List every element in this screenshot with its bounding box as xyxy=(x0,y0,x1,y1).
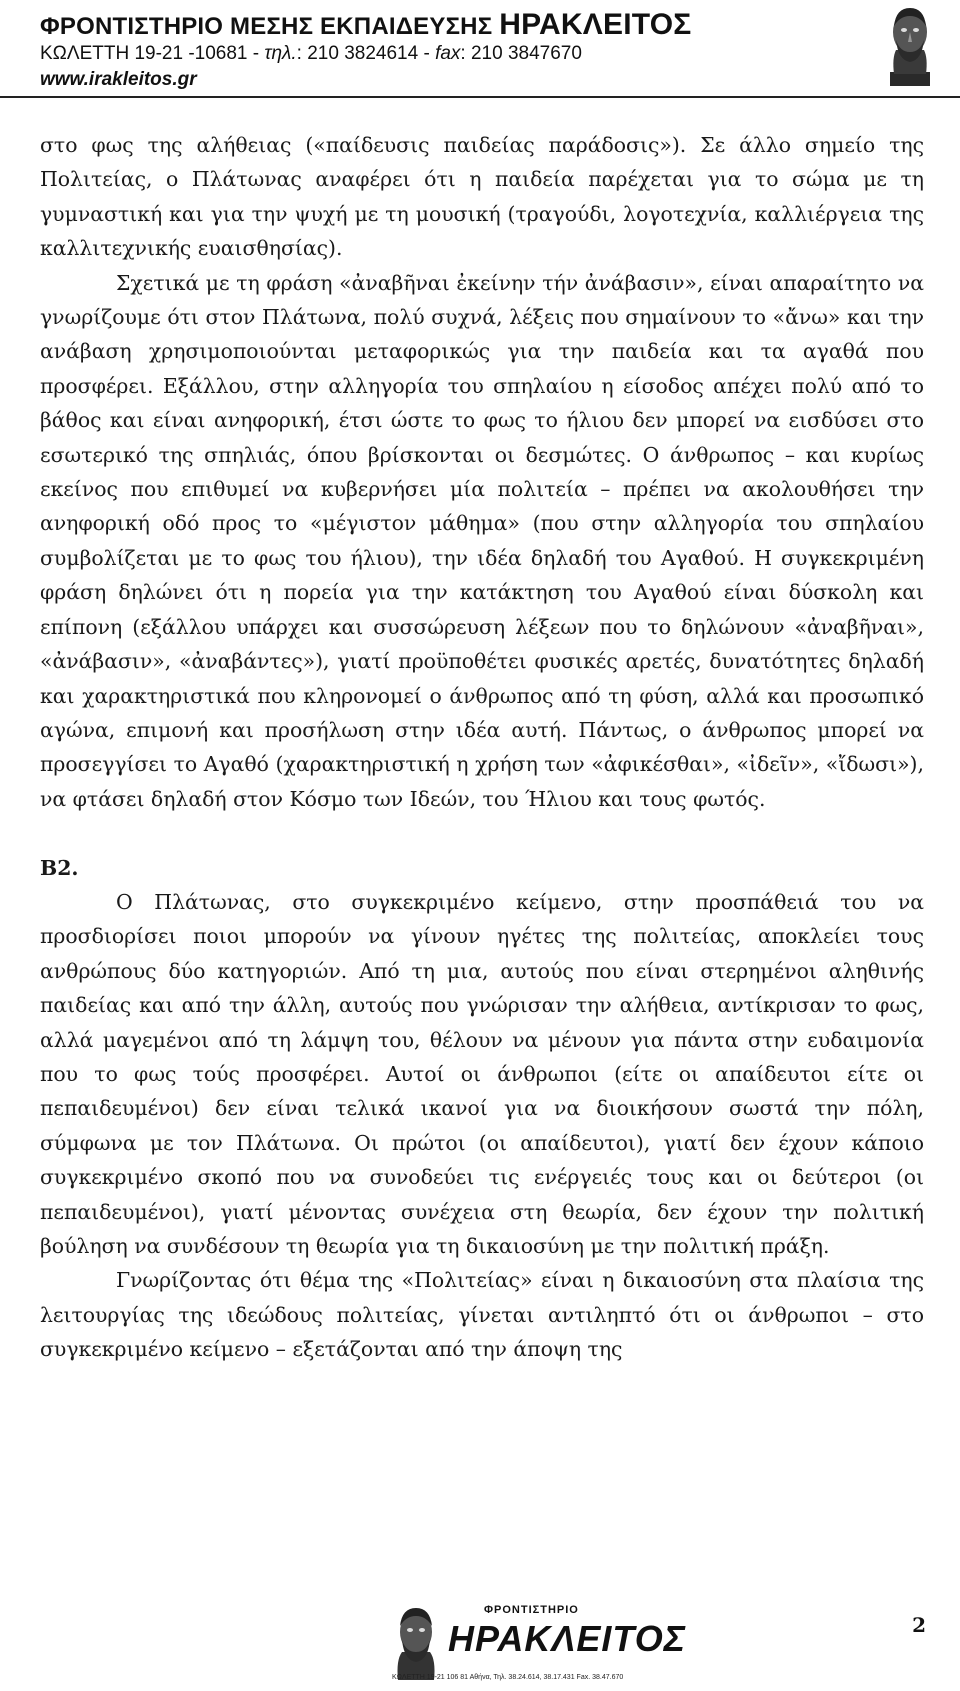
footer-logo xyxy=(388,1602,686,1688)
paragraph-b2-leaders: Ο Πλάτωνας, στο συγκεκριμένο κείμενο, στην προσπάθειά του να προσδιορίσει ποιοι μπορούν να γίνουν ηγέτες της πολιτείας, αποκλείει τους ανθρώπους δύο κατηγοριών. Από τη μια, αυτούς που είναι στερημένοι αληθινής παιδείας και από την άλλη, αυτούς που γνώρισαν την αλήθεια, αντίκρισαν το φως, αλλά μαγεμένοι από τη λάμψη του, θέλουν να μένουν για πάντα στην ευδαιμονία που το φως τούς προσφέρει. Αυτοί οι άνθρωποι (είτε οι απαίδευτοι είτε οι πεπαιδευμένοι) δεν είναι τελικά ικανοί για να διοικήσουν σωστά την πόλη, σύμφωνα με τον Πλάτωνα. Οι πρώτοι (οι απαίδευτοι), γιατί δεν έχουν κάποιο συγκεκριμένο σκοπό που να συνοδεύει τις ενέργειές τους και οι δεύτεροι (οι πεπαιδευμένοι), γιατί μένοντας συνέχεια στη θεωρία, δεν έχουν την πολιτική βούληση να συνδέσουν τη θεωρία για τη δικαιοσύνη με την πολιτική πράξη. xyxy=(40,889,924,1258)
page-header xyxy=(0,0,960,98)
paragraph-anabasis: Σχετικά με τη φράση «ἀναβῆναι ἐκείνην τήν ἀνάβασιν», είναι απαραίτητο να γνωρίζουμε ότι στον Πλάτωνα, πολύ συχνά, λέξεις που σημαίνουν το «ἄνω» και την ανάβαση χρησιμοποιούνται μεταφορικώς για την παιδεία και τα αγαθά που προσφέρει. Εξάλλου, στην αλληγορία του σπηλαίου η είσοδος απέχει πολύ από το βάθος και είναι ανηφορική, έτσι ώστε το φως το ήλιου δεν μπορεί να εισδύσει στο εσωτερικό της σπηλιάς, όπου βρίσκονται οι δεσμώτες. Ο άνθρωπος – και κυρίως εκείνος που επιθυμεί να κυβερνήσει μία πολιτεία – πρέπει να ακολουθήσει την ανηφορική οδό προς το «μέγιστον μάθημα» (που στην αλληγορία του σπηλαίου συμβολίζεται με το φως του ήλιου), την ιδέα δηλαδή του Αγαθού. Η συγκεκριμένη φράση δηλώνει ότι η πορεία για την κατάκτηση του Αγαθού είναι δύσκολη και επίπονη (εξάλλου υπάρχει και συσσώρευση λέξεων που το δηλώνουν «ἀναβῆναι», «ἀνάβασιν», «ἀναβάντες»), γιατί προϋποθέτει φυσικές αρετές, δυνατότητες δηλαδή και χαρακτηριστικά που κληρονομεί ο άνθρωπος από τη φύση, αλλά και προσωπικό αγώνα, επιμονή και προσήλωση στην ιδέα αυτή. Πάντως, ο άνθρωπος μπορεί να προσεγγίσει το Αγαθό (χαρακτηριστική η χρήση των «ἀφικέσθαι», «ἰδεῖν», «ἴδωσι»), να φτάσει δηλαδή στον Κόσμο των Ιδεών, του Ήλιου και τους φωτός. xyxy=(40,270,924,811)
header-title-main: ΦΡΟΝΤΙΣΤΗΡΙΟ ΜΕΣΗΣ ΕΚΠΑΙΔΕΥΣΗΣ xyxy=(40,13,500,40)
header-website[interactable]: www.irakleitos.gr xyxy=(40,69,197,90)
header-tel: : 210 3824614 - xyxy=(296,43,436,64)
header-tel-label: τηλ. xyxy=(264,43,297,64)
header-title-brand: ΗΡΑΚΛΕΙΤΟΣ xyxy=(499,8,692,41)
heraclitus-bust-logo xyxy=(880,2,938,86)
document-body xyxy=(40,128,924,1367)
header-address: ΚΩΛΕΤΤΗ 19-21 -10681 - xyxy=(40,43,265,64)
section-heading-b2: Β2. xyxy=(40,855,79,880)
header-fax: : 210 3847670 xyxy=(460,43,582,64)
footer-logo-small-text: ΦΡΟΝΤΙΣΤΗΡΙΟ xyxy=(484,1604,579,1616)
paragraph-b2-justice: Γνωρίζοντας ότι θέμα της «Πολιτείας» είναι η δικαιοσύνη στα πλαίσια της λειτουργίας της ιδεώδους πολιτείας, γίνεται αντιληπτό ότι οι άνθρωποι – στο συγκεκριμένο κείμενο – εξετάζονται από την άποψη της xyxy=(40,1268,924,1362)
header-fax-label: fax xyxy=(435,43,461,64)
header-title xyxy=(40,8,691,42)
footer-logo-brand: ΗΡΑΚΛΕΙΤΟΣ xyxy=(448,1618,686,1659)
page-number: 2 xyxy=(912,1613,926,1637)
paragraph-continuation: στο φως της αλήθειας («παίδευσις παιδείας παράδοσις»). Σε άλλο σημείο της Πολιτείας, ο Πλάτωνας αναφέρει ότι η παιδεία παρέχεται για το σώμα με τη γυμναστική και για την ψυχή με τη μουσική (τραγούδι, λογοτεχνία, καλλιέργεια της καλλιτεχνικής ευαισθησίας). xyxy=(40,133,924,261)
footer-logo-address: ΚΩΛΕΤΤΗ 19-21 106 81 Αθήνα, Τηλ. 38.24.614, 38.17.431 Fax. 38.47.670 xyxy=(392,1674,624,1681)
footer-bust-icon xyxy=(388,1602,444,1682)
header-address-line xyxy=(40,43,582,65)
